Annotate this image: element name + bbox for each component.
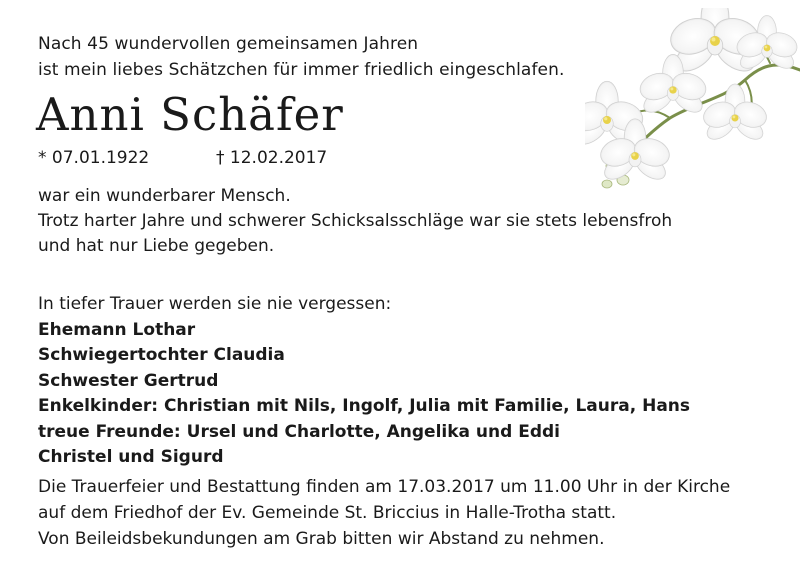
ceremony-line: Die Trauerfeier und Bestattung finden am 17.03.2017 um 11.00 Uhr in der Kirche: [38, 477, 731, 497]
description-line: Trotz harter Jahre und schwerer Schicksalsschläge war sie stets lebensfroh: [38, 211, 673, 231]
mourner-entry: treue Freunde: Ursel und Charlotte, Angelika und Eddi: [38, 421, 561, 442]
mourner-entry: Ehemann Lothar: [38, 319, 196, 340]
mourners-list: [38, 292, 690, 471]
mourner-entry: Schwester Gertrud: [38, 370, 219, 391]
orchid-icon: [585, 8, 800, 193]
mourner-entry: Enkelkinder: Christian mit Nils, Ingolf, Julia mit Familie, Laura, Hans: [38, 396, 691, 416]
birth-date: * 07.01.1922: [38, 148, 150, 168]
description-text: [38, 184, 672, 259]
mourner-entry: Christel und Sigurd: [38, 447, 224, 467]
mourners-intro: In tiefer Trauer werden sie nie vergessen:: [38, 294, 392, 314]
description-line: war ein wunderbarer Mensch.: [38, 186, 291, 206]
ceremony-line: Von Beileidsbekundungen am Grab bitten wir Abstand zu nehmen.: [38, 529, 605, 549]
ceremony-line: auf dem Friedhof der Ev. Gemeinde St. Briccius in Halle-Trotha statt.: [38, 503, 617, 523]
intro-line: Nach 45 wundervollen gemeinsamen Jahren: [38, 34, 419, 54]
intro-text: [38, 31, 564, 83]
intro-line: ist mein liebes Schätzchen für immer friedlich eingeschlafen.: [38, 60, 565, 80]
death-date: † 12.02.2017: [216, 148, 328, 168]
description-line: und hat nur Liebe gegeben.: [38, 236, 275, 256]
ceremony-info: [38, 474, 730, 552]
deceased-name: Anni Schäfer: [36, 88, 344, 141]
mourner-entry: Schwiegertochter Claudia: [38, 345, 285, 365]
